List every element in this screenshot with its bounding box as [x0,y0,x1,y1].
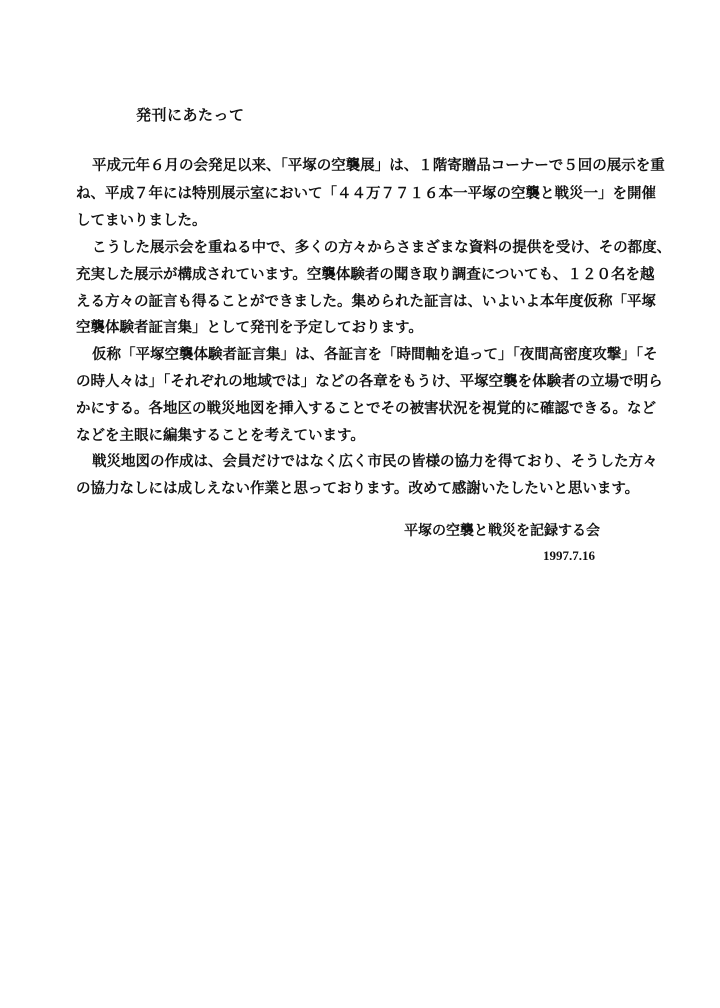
paragraph-line: える方々の証言も得ることができました。集められた証言は、いよいよ本年度仮称「平塚 [76,294,656,310]
paragraph-line: 平成元年６月の会発足以来、「平塚の空襲展」は、１階寄贈品コーナーで５回の展示を重 [92,158,665,174]
paragraph-line: 空襲体験者証言集」として発刊を予定しております。 [76,320,423,336]
paragraph-line: こうした展示会を重ねる中で、多くの方々からさまざまな資料の提供を受け、その都度、 [92,240,672,256]
paragraph-line: 仮称「平塚空襲体験者証言集」は、各証言を「時間軸を追って」「夜間高密度攻撃」「そ [92,347,658,363]
paragraph-line: かにする。各地区の戦災地図を挿入することでその被害状況を視覚的に確認できる。など [76,401,656,417]
paragraph-line: の時人々は」「それぞれの地域では」などの各章をもうけ、平塚空襲を体験者の立場で明ら [76,374,663,390]
paragraph-line: の協力なしには成しえない作業と思っております。改めて感謝いたしたいと思います。 [76,481,640,497]
paragraph-line: ね、平成７年には特別展示室において「４４万７７１６本一平塚の空襲と戦災一」を開催 [76,186,656,202]
document-title: 発刊にあたって [136,106,245,124]
paragraph-line: 戦災地図の作成は、会員だけではなく広く市民の皆様の協力を得ており、そうした方々 [92,454,658,470]
paragraph-line: 充実した展示が構成されています。空襲体験者の聞き取り調査についても、１２０名を越 [76,267,655,283]
paragraph-line: してまいりました。 [76,213,207,229]
signature-date: 1997.7.16 [543,548,595,563]
signature-organization: 平塚の空襲と戦災を記録する会 [404,523,600,539]
paragraph-line: などを主眼に編集することを考えています。 [76,428,365,444]
